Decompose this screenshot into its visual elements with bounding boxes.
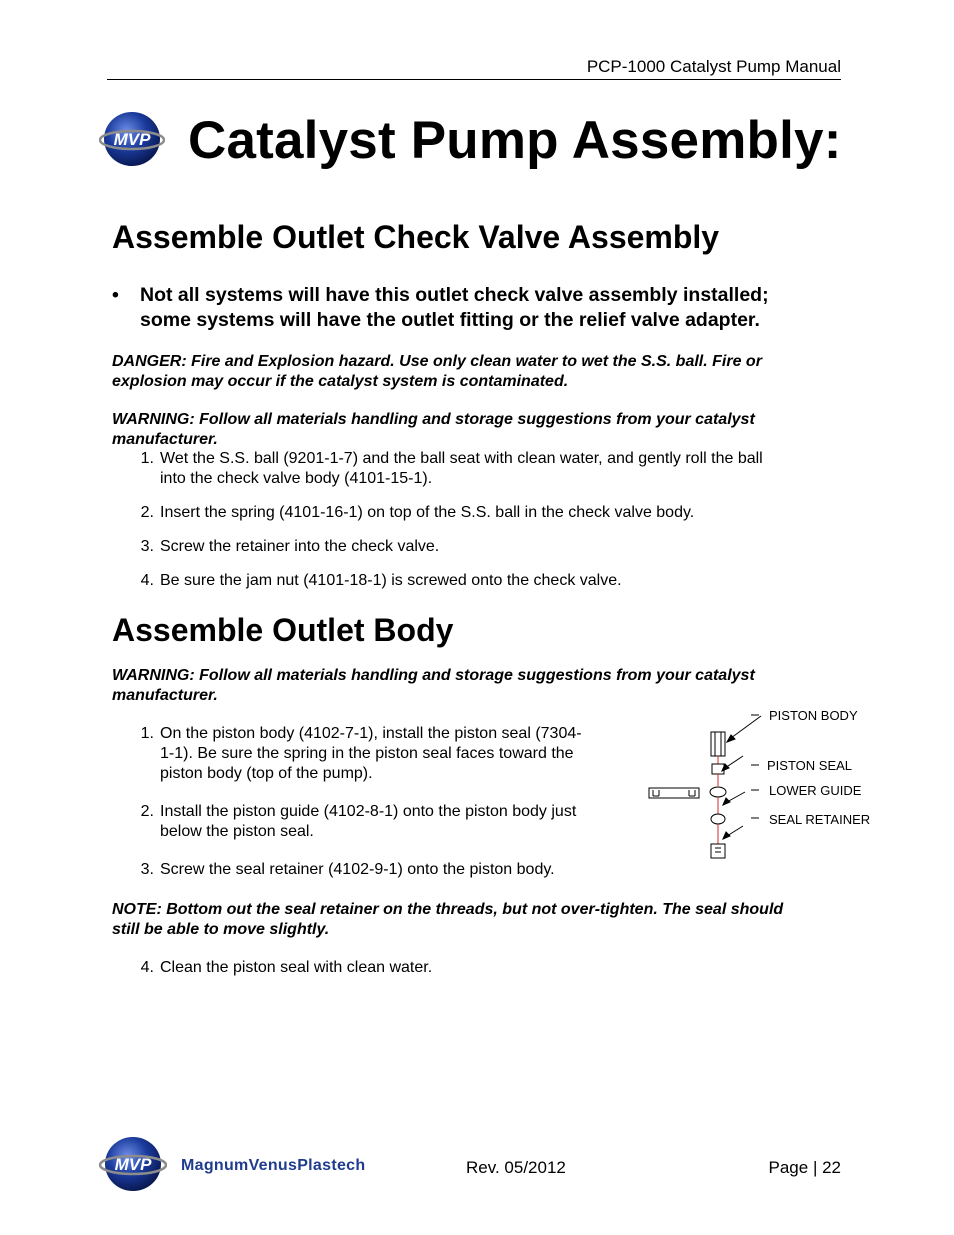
check-valve-step-1 (132, 449, 832, 491)
bullet-line: some systems will have the outlet fitting or the relief valve adapter. (140, 309, 760, 331)
step-number: 4. (140, 572, 154, 589)
step-text: Screw the retainer into the check valve. (160, 538, 440, 555)
company-name: MagnumVenusPlastech (181, 1157, 366, 1174)
label-lower-guide: LOWER GUIDE (769, 783, 862, 798)
warning-note (112, 410, 852, 449)
step-text: Install the piston guide (4102-8-1) onto the piston body just (160, 803, 577, 820)
step-text: Clean the piston seal with clean water. (160, 959, 433, 976)
warning-line: WARNING: Follow all materials handling and storage suggestions from your catalyst (112, 667, 755, 684)
outlet-body-step-4 (132, 958, 832, 978)
piston-guide-side-view (649, 788, 699, 798)
label-piston-seal: PISTON SEAL (767, 758, 853, 773)
step-number: 1. (140, 450, 154, 467)
note-line: still be able to move slightly. (112, 920, 330, 938)
step-text: piston body (top of the pump). (160, 765, 373, 782)
bullet-line: Not all systems will have this outlet check valve assembly installed; (140, 284, 769, 306)
note-line: NOTE: Bottom out the seal retainer on the threads, but not over-tighten. The seal should (112, 901, 784, 918)
danger-note (112, 352, 852, 391)
step-text: Wet the S.S. ball (9201-1-7) and the ball seat with clean water, and gently roll the ball (160, 450, 763, 467)
step-text: below the piston seal. (160, 823, 314, 840)
step-text: Be sure the jam nut (4101-18-1) is screwed onto the check valve. (160, 572, 622, 589)
piston-assembly-diagram (645, 702, 885, 874)
warning-line: manufacturer. (112, 430, 218, 448)
step-text: Screw the seal retainer (4102-9-1) onto the piston body. (160, 861, 555, 878)
step-number: 1. (140, 725, 154, 742)
page-number: Page | 22 (768, 1158, 841, 1177)
check-valve-step-2 (132, 503, 832, 523)
step-number: 4. (140, 959, 154, 976)
step-text: On the piston body (4102-7-1), install the piston seal (7304- (160, 725, 582, 742)
outlet-body-step-2 (132, 802, 632, 844)
manual-title: PCP-1000 Catalyst Pump Manual (586, 57, 841, 76)
mvp-logo (99, 108, 165, 168)
warning-line: manufacturer. (112, 686, 218, 704)
warning-line: WARNING: Follow all materials handling and storage suggestions from your catalyst (112, 411, 755, 428)
outlet-body-step-1 (132, 724, 632, 786)
footer-logo-badge-text: MVP (114, 1155, 152, 1174)
footer-mvp-logo (99, 1134, 167, 1194)
step-text: into the check valve body (4101-15-1). (160, 470, 433, 487)
step-number: 3. (140, 538, 154, 555)
section-heading-outlet-body: Assemble Outlet Body (112, 612, 454, 648)
label-seal-retainer: SEAL RETAINER (769, 812, 871, 827)
check-valve-step-3 (132, 537, 832, 557)
warning-note (112, 666, 852, 705)
bullet-dot: • (112, 284, 119, 306)
danger-line: DANGER: Fire and Explosion hazard. Use only clean water to wet the S.S. ball. Fire or (112, 353, 762, 370)
outlet-body-step-3 (132, 860, 632, 880)
check-valve-step-4 (132, 571, 832, 591)
step-number: 3. (140, 861, 154, 878)
leader-arrows (722, 716, 761, 839)
step-number: 2. (140, 504, 154, 521)
page-title: Catalyst Pump Assembly: (188, 111, 842, 170)
section-heading-check-valve: Assemble Outlet Check Valve Assembly (112, 219, 720, 255)
step-number: 2. (140, 803, 154, 820)
header-rule (107, 79, 841, 80)
step-text: Insert the spring (4101-16-1) on top of the S.S. ball in the check valve body. (160, 504, 695, 521)
revision-date: Rev. 05/2012 (466, 1158, 566, 1177)
danger-line: explosion may occur if the catalyst system is contaminated. (112, 372, 569, 390)
logo-badge-text: MVP (113, 130, 151, 149)
step-text: 1-1). Be sure the spring in the piston seal faces toward the (160, 745, 574, 762)
label-piston-body: PISTON BODY (769, 708, 858, 723)
note-seal-retainer (112, 900, 852, 939)
